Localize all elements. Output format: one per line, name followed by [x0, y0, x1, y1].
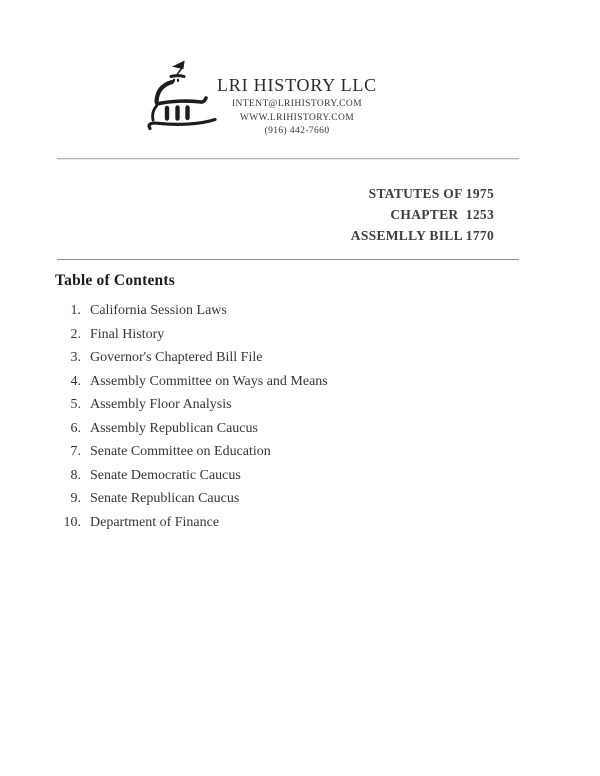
- letterhead: [157, 75, 437, 139]
- toc-item-label: California Session Laws: [90, 303, 227, 318]
- toc-item: [55, 421, 328, 445]
- toc-item: [55, 350, 328, 374]
- toc-item-number: 3.: [70, 350, 81, 365]
- toc-item: [55, 397, 328, 421]
- toc-item-label: Assembly Committee on Ways and Means: [90, 373, 328, 389]
- toc-item-label: Final History: [90, 326, 165, 342]
- company-name: LRI HISTORY LLC: [216, 75, 377, 95]
- company-phone: (916) 442-7660: [264, 126, 330, 136]
- toc-item: [55, 327, 328, 351]
- company-email: INTENT@LRIHISTORY.COM: [231, 99, 362, 109]
- toc-item-number: 4.: [70, 373, 81, 389]
- toc-item-number: 5.: [70, 397, 81, 412]
- toc-item: [55, 444, 328, 468]
- toc-item-number: 9.: [70, 491, 81, 506]
- toc-item-number: 1.: [70, 303, 81, 318]
- toc-item-number: 6.: [70, 420, 81, 436]
- toc-item: [55, 491, 328, 515]
- chapter-line: CHAPTER 1253: [390, 207, 494, 222]
- toc-list: [55, 303, 328, 538]
- toc-item-label: Assembly Floor Analysis: [90, 397, 232, 412]
- bill-reference-block: [351, 183, 494, 246]
- toc-item-label: Department of Finance: [90, 514, 220, 530]
- toc-item-number: 10.: [63, 514, 81, 530]
- bill-line: ASSEMLLY BILL 1770: [350, 228, 494, 243]
- toc-item-label: Senate Committee on Education: [90, 444, 271, 459]
- toc-item-label: Assembly Republican Caucus: [90, 420, 258, 436]
- toc-item: [55, 468, 328, 492]
- toc-item-label: Governor's Chaptered Bill File: [90, 350, 263, 365]
- toc-title: Table of Contents: [55, 272, 175, 289]
- toc-item: [55, 303, 328, 327]
- horizontal-rule-top: [57, 158, 519, 160]
- toc-item-number: 2.: [70, 326, 81, 342]
- toc-item-label: Senate Republican Caucus: [90, 491, 240, 506]
- statutes-line: STATUTES OF 1975: [368, 186, 494, 201]
- toc-item: [55, 374, 328, 398]
- toc-item: [55, 515, 328, 539]
- horizontal-rule-bottom: [57, 259, 519, 260]
- company-website: WWW.LRIHISTORY.COM: [239, 112, 355, 123]
- toc-item-number: 7.: [70, 444, 81, 459]
- toc-item-label: Senate Democratic Caucus: [90, 467, 241, 483]
- toc-item-number: 8.: [70, 467, 81, 483]
